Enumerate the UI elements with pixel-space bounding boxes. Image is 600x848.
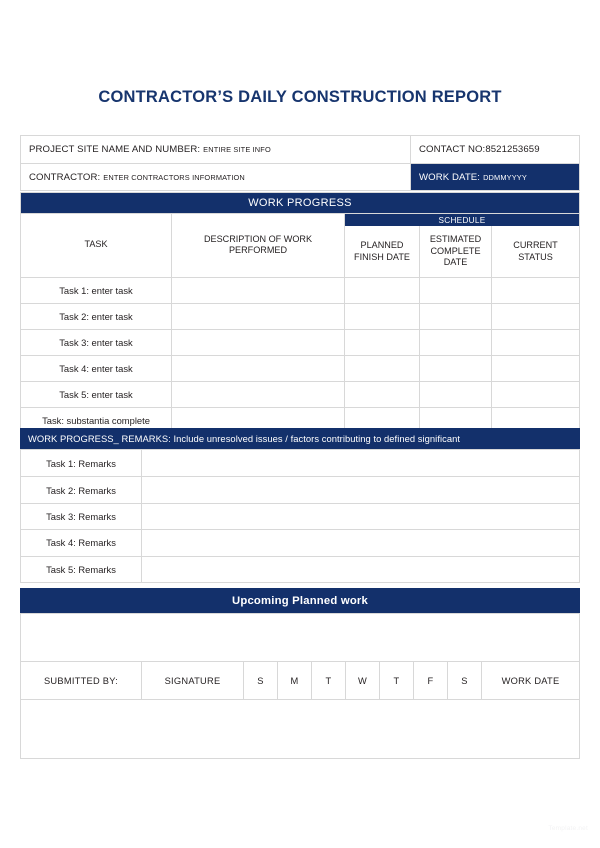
task-label[interactable]: Task: substantia complete bbox=[42, 415, 150, 426]
task-label[interactable]: Task 2: enter task bbox=[59, 311, 133, 322]
column-header-status-line1: CURRENT bbox=[513, 240, 558, 250]
list-item bbox=[21, 529, 579, 555]
task-description-cell[interactable] bbox=[171, 278, 344, 303]
day-checkbox-saturday[interactable] bbox=[447, 700, 481, 758]
day-checkbox-sunday[interactable] bbox=[243, 700, 277, 758]
column-header-estimated-line2: COMPLETE bbox=[430, 245, 481, 256]
remarks-band-title: WORK PROGRESS_ REMARKS: Include unresolved issues / factors contributing to defined significant bbox=[20, 428, 580, 449]
work-date-input[interactable] bbox=[481, 700, 579, 758]
column-header-status-line2: STATUS bbox=[518, 251, 553, 262]
table-row bbox=[21, 277, 579, 303]
list-item bbox=[21, 450, 579, 476]
day-label-sunday: S bbox=[243, 662, 277, 699]
submitted-by-input[interactable] bbox=[21, 700, 141, 758]
project-info-row bbox=[21, 136, 579, 163]
day-label-friday: F bbox=[413, 662, 447, 699]
contractor-label: CONTRACTOR: bbox=[29, 171, 101, 183]
list-item bbox=[21, 476, 579, 502]
column-header-description bbox=[171, 213, 344, 277]
column-header-estimated-line1: ESTIMATED bbox=[429, 234, 482, 245]
contact-no-value: 8521253659 bbox=[485, 144, 540, 155]
upcoming-planned-work-title: Upcoming Planned work bbox=[20, 588, 580, 613]
signature-input[interactable] bbox=[141, 700, 243, 758]
task-description-cell[interactable] bbox=[171, 330, 344, 355]
contact-no-label: CONTACT NO: bbox=[419, 144, 486, 155]
work-date-label: WORK DATE: bbox=[419, 171, 481, 183]
upcoming-planned-work-input[interactable] bbox=[21, 614, 579, 661]
remark-value-cell[interactable] bbox=[141, 557, 579, 582]
contractor-cell[interactable] bbox=[21, 164, 410, 190]
day-label-monday: M bbox=[277, 662, 311, 699]
work-progress-table bbox=[20, 192, 580, 434]
remark-value-cell[interactable] bbox=[141, 530, 579, 555]
contractor-value: ENTER CONTRACTORS INFORMATION bbox=[103, 172, 245, 182]
work-progress-header-row bbox=[21, 226, 579, 277]
upcoming-planned-work-band bbox=[20, 588, 580, 613]
column-header-description-line2: PERFORMED bbox=[228, 245, 288, 255]
signature-entry-row bbox=[21, 699, 579, 758]
column-header-task: TASK bbox=[84, 239, 108, 250]
task-current-status-cell[interactable] bbox=[491, 330, 579, 355]
task-planned-finish-cell[interactable] bbox=[344, 278, 419, 303]
task-planned-finish-cell[interactable] bbox=[344, 356, 419, 381]
work-progress-band-title: WORK PROGRESS bbox=[21, 193, 579, 213]
remark-label[interactable]: Task 1: Remarks bbox=[46, 457, 116, 469]
column-header-estimated-complete-date bbox=[419, 226, 491, 277]
remark-label[interactable]: Task 4: Remarks bbox=[46, 537, 116, 549]
remark-value-cell[interactable] bbox=[141, 450, 579, 476]
task-current-status-cell[interactable] bbox=[491, 356, 579, 381]
column-header-estimated-line3: DATE bbox=[443, 257, 468, 268]
task-current-status-cell[interactable] bbox=[491, 382, 579, 407]
task-label[interactable]: Task 5: enter task bbox=[59, 389, 133, 400]
remark-value-cell[interactable] bbox=[141, 477, 579, 502]
task-description-cell[interactable] bbox=[171, 304, 344, 329]
task-estimated-complete-cell[interactable] bbox=[419, 278, 491, 303]
task-estimated-complete-cell[interactable] bbox=[419, 330, 491, 355]
work-progress-band bbox=[21, 193, 579, 213]
task-label[interactable]: Task 4: enter task bbox=[59, 363, 133, 374]
signature-header-row bbox=[21, 661, 579, 699]
remarks-band bbox=[20, 428, 580, 449]
day-label-wednesday: W bbox=[345, 662, 379, 699]
signature-label: SIGNATURE bbox=[141, 662, 243, 699]
submitted-by-label: SUBMITTED BY: bbox=[43, 675, 119, 686]
remark-label[interactable]: Task 5: Remarks bbox=[46, 563, 116, 575]
project-info-table bbox=[20, 135, 580, 191]
upcoming-planned-work-entry-row bbox=[21, 614, 579, 661]
task-planned-finish-cell[interactable] bbox=[344, 304, 419, 329]
list-item bbox=[21, 556, 579, 582]
list-item bbox=[21, 503, 579, 529]
remark-value-cell[interactable] bbox=[141, 504, 579, 529]
task-label[interactable]: Task 3: enter task bbox=[59, 337, 133, 348]
task-planned-finish-cell[interactable] bbox=[344, 330, 419, 355]
watermark: Template.net bbox=[548, 825, 588, 832]
task-estimated-complete-cell[interactable] bbox=[419, 304, 491, 329]
work-date-value: DDMMYYYY bbox=[483, 172, 527, 182]
table-row bbox=[21, 381, 579, 407]
work-date-column-label: WORK DATE bbox=[481, 662, 579, 699]
project-site-cell[interactable] bbox=[21, 136, 410, 163]
table-row bbox=[21, 303, 579, 329]
footer-table bbox=[20, 613, 580, 759]
task-current-status-cell[interactable] bbox=[491, 304, 579, 329]
day-checkbox-friday[interactable] bbox=[413, 700, 447, 758]
contact-no-cell[interactable] bbox=[410, 136, 579, 163]
remark-label[interactable]: Task 2: Remarks bbox=[46, 484, 116, 496]
work-date-cell[interactable] bbox=[410, 164, 579, 190]
table-row bbox=[21, 355, 579, 381]
task-description-cell[interactable] bbox=[171, 382, 344, 407]
column-header-planned-line1: PLANNED bbox=[360, 240, 404, 250]
task-description-cell[interactable] bbox=[171, 356, 344, 381]
task-planned-finish-cell[interactable] bbox=[344, 382, 419, 407]
task-current-status-cell[interactable] bbox=[491, 278, 579, 303]
day-checkbox-tuesday[interactable] bbox=[311, 700, 345, 758]
project-site-label: PROJECT SITE NAME AND NUMBER: bbox=[29, 144, 201, 155]
schedule-group-label: SCHEDULE bbox=[344, 214, 579, 226]
table-row bbox=[21, 329, 579, 355]
task-estimated-complete-cell[interactable] bbox=[419, 382, 491, 407]
day-checkbox-wednesday[interactable] bbox=[345, 700, 379, 758]
column-header-description-line1: DESCRIPTION OF WORK bbox=[203, 233, 313, 244]
column-header-planned-finish-date bbox=[344, 226, 419, 277]
project-site-value: ENTIRE SITE INFO bbox=[203, 145, 271, 154]
day-label-tuesday: T bbox=[311, 662, 345, 699]
day-checkbox-thursday[interactable] bbox=[379, 700, 413, 758]
remarks-table bbox=[20, 449, 580, 583]
task-label[interactable]: Task 1: enter task bbox=[59, 285, 133, 296]
column-header-planned-line2: FINISH DATE bbox=[354, 251, 410, 262]
column-header-current-status bbox=[491, 226, 579, 277]
day-checkbox-monday[interactable] bbox=[277, 700, 311, 758]
contractor-info-row bbox=[21, 163, 579, 190]
remark-label[interactable]: Task 3: Remarks bbox=[46, 510, 116, 522]
day-label-thursday: T bbox=[379, 662, 413, 699]
page-title: CONTRACTOR’S DAILY CONSTRUCTION REPORT bbox=[98, 88, 502, 106]
day-label-saturday: S bbox=[447, 662, 481, 699]
task-estimated-complete-cell[interactable] bbox=[419, 356, 491, 381]
